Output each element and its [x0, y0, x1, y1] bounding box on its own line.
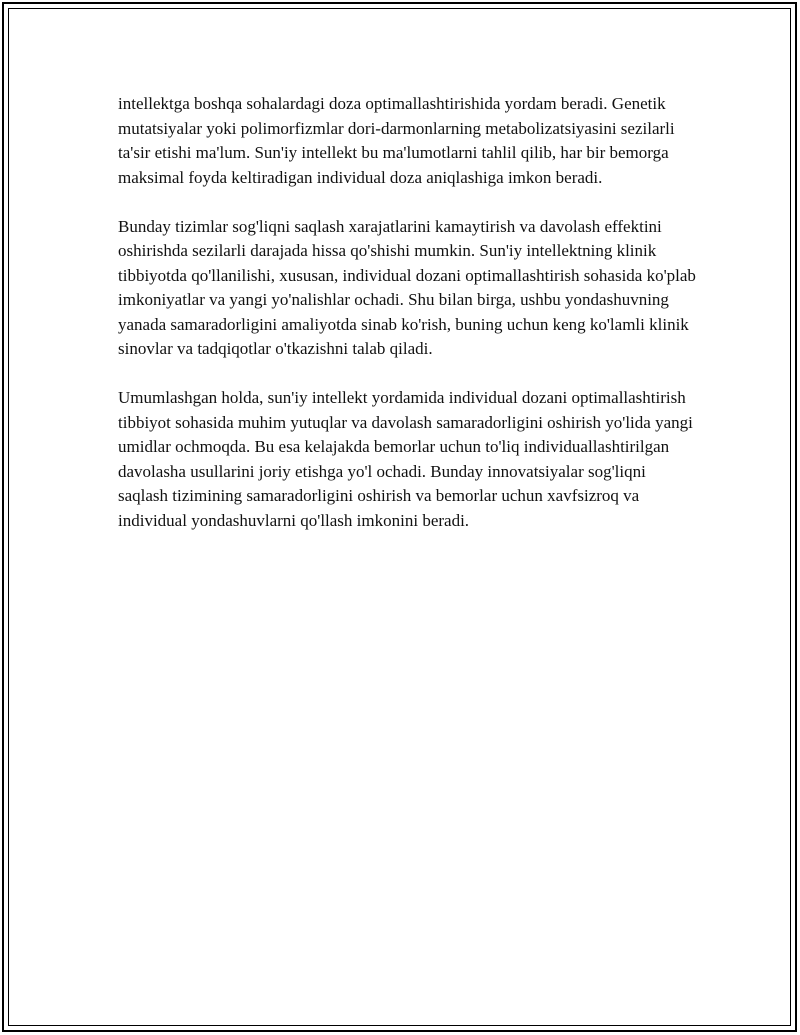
paragraph-3: Umumlashgan holda, sun'iy intellekt yordamida individual dozani optimallashtirish tibbiyot sohasida muhim yutuqlar va davolash samaradorligini oshirish yo'lida yangi umidlar ochmoqda. Bu esa kelajakda bemorlar uchun to'liq individuallashtirilgan davolasha usullarini joriy etishga yo'l ochadi. Bunday innovatsiyalar sog'liqni saqlash tizimining samaradorligini oshirish va bemorlar uchun xavfsizroq va individual yondashuvlarni qo'llash imkonini beradi.: [118, 388, 693, 530]
paragraph-1: intellektga boshqa sohalardagi doza optimallashtirishida yordam beradi. Genetik mutatsiyalar yoki polimorfizmlar dori-darmonlarning metabolizatsiyasini sezilarli ta'sir etishi ma'lum. Sun'iy intellekt bu ma'lumotlarni tahlil qilib, har bir bemorga maksimal foyda keltiradigan individual doza aniqlashiga imkon beradi.: [118, 94, 675, 187]
document-body: [118, 92, 698, 558]
paragraph-2: Bunday tizimlar sog'liqni saqlash xarajatlarini kamaytirish va davolash effektini oshirishda sezilarli darajada hissa qo'shishi mumkin. Sun'iy intellektning klinik tibbiyotda qo'llanilishi, xususan, individual dozani optimallashtirish sohasida ko'plab imkoniyatlar va yangi yo'nalishlar ochadi. Shu bilan birga, ushbu yondashuvning yanada samaradorligini amaliyotda sinab ko'rish, buning uchun keng ko'lamli klinik sinovlar va tadqiqotlar o'tkazishni talab qiladi.: [118, 216, 696, 358]
